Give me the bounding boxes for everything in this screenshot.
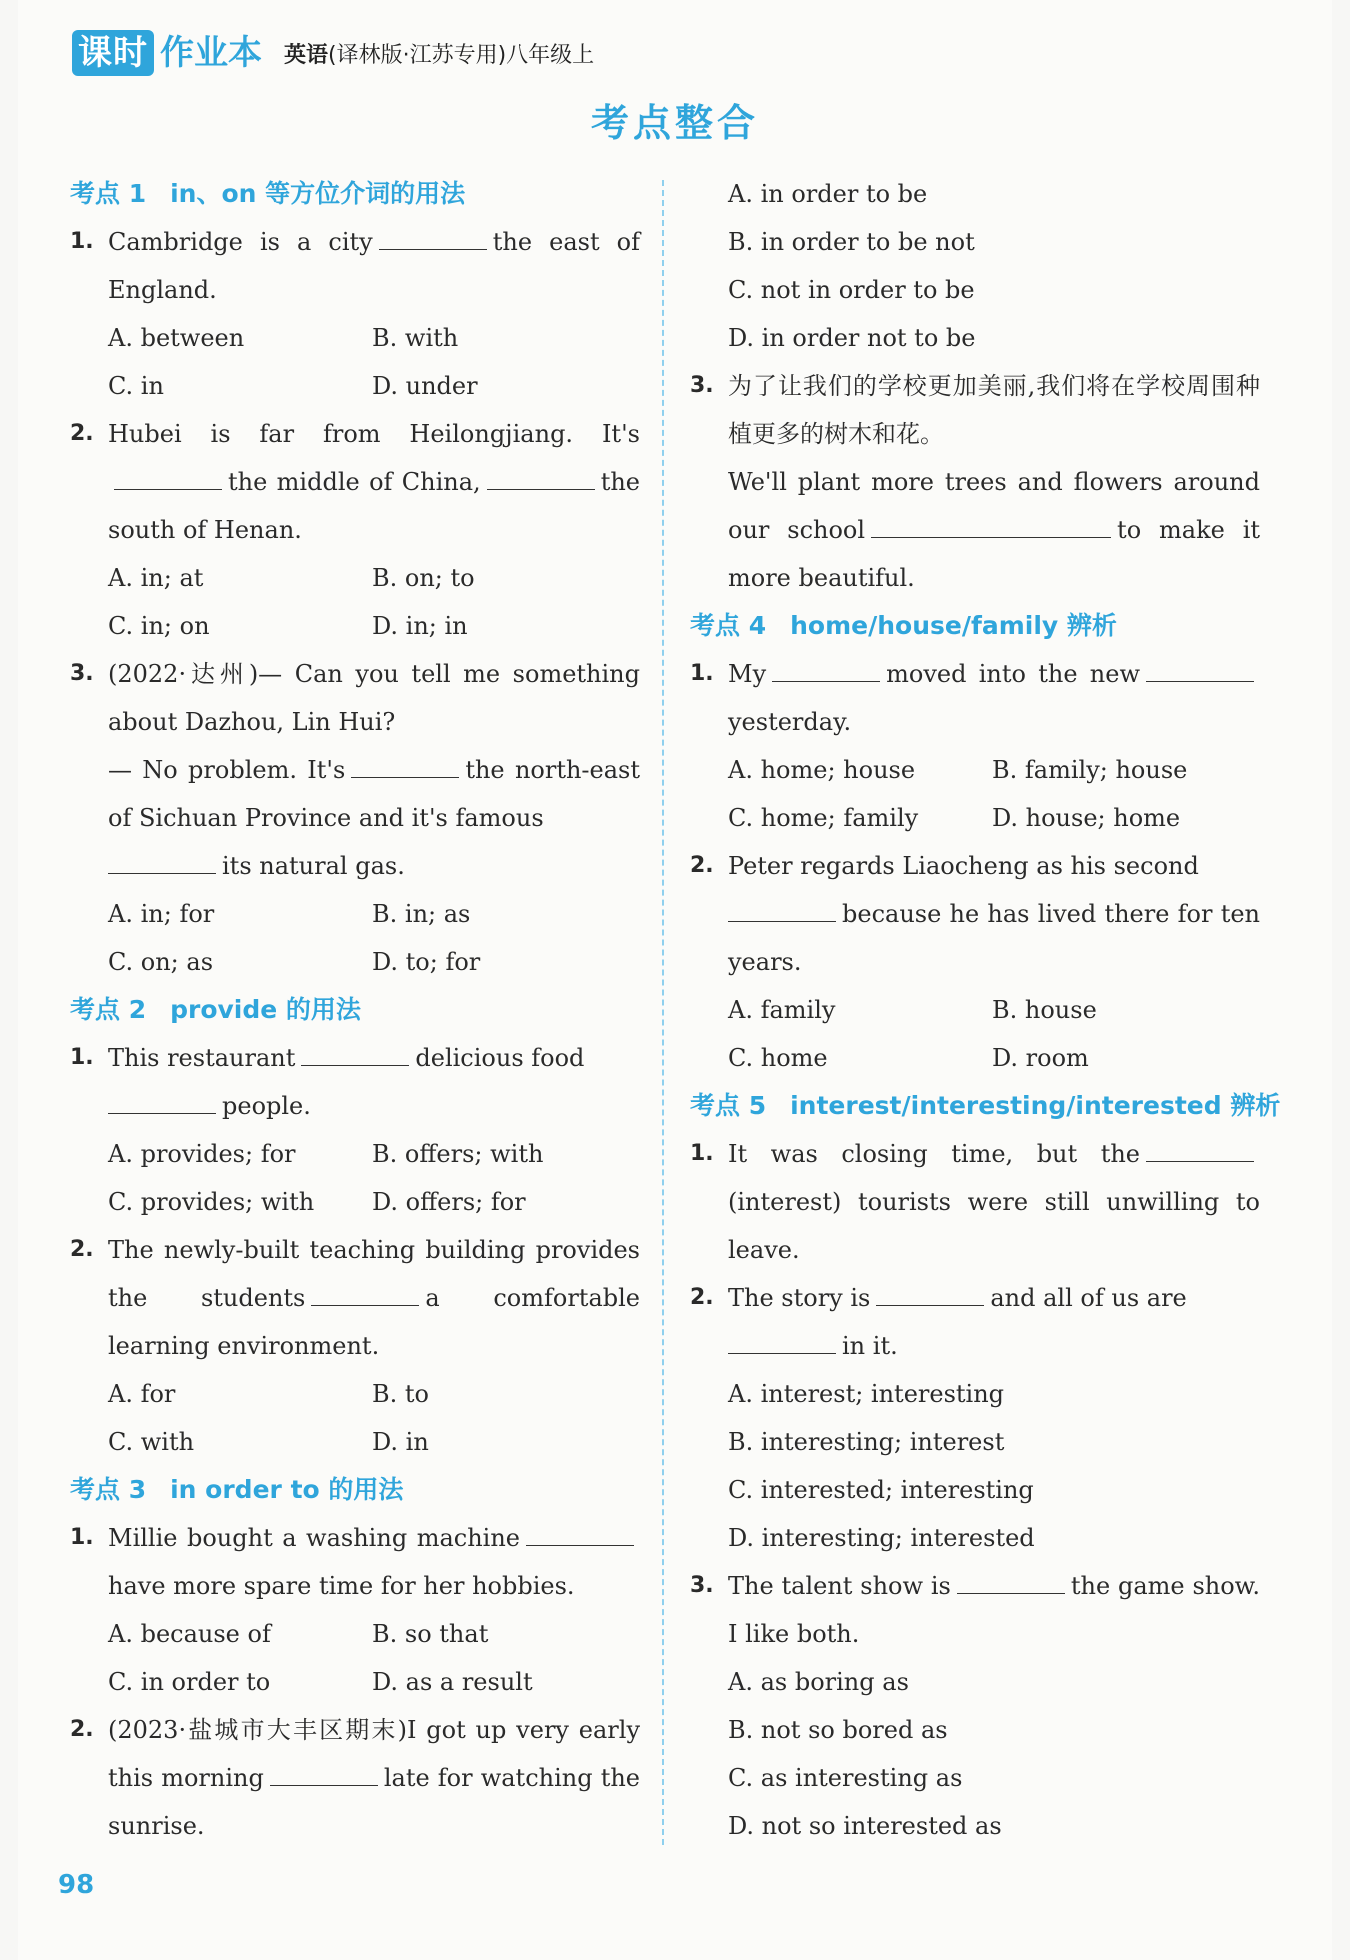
- section-label: 考点 3: [70, 1475, 147, 1504]
- option-d[interactable]: D. room: [992, 1044, 1089, 1072]
- question-part: The newly-built teaching building provides the students: [108, 1236, 640, 1312]
- question-part: — No problem. It's: [108, 756, 346, 784]
- option-b[interactable]: B. to: [372, 1380, 429, 1408]
- section-title: [70, 986, 640, 1034]
- answer-blank[interactable]: [772, 661, 880, 682]
- question: [690, 1562, 1260, 1658]
- question: [70, 1034, 640, 1130]
- option-d[interactable]: D. interesting; interested: [728, 1524, 1035, 1552]
- question-number: 3.: [690, 1573, 714, 1598]
- answer-blank[interactable]: [871, 517, 1111, 538]
- page-number: 98: [58, 1870, 95, 1900]
- section-title: [690, 602, 1260, 650]
- subject-edition: (译林版·江苏专用)八年级上: [328, 42, 595, 68]
- options: [70, 890, 640, 986]
- answer-blank[interactable]: [487, 469, 595, 490]
- option-a[interactable]: A. in; at: [108, 564, 204, 592]
- question-part: the east of England.: [108, 228, 640, 304]
- section-title: [70, 1466, 640, 1514]
- option-d[interactable]: D. as a result: [372, 1668, 533, 1696]
- question-part: in it.: [842, 1332, 898, 1360]
- answer-blank[interactable]: [728, 901, 836, 922]
- option-c[interactable]: C. in order to: [108, 1668, 271, 1696]
- options: [690, 1370, 1260, 1562]
- question-number: 3.: [690, 373, 714, 398]
- column-divider: [662, 180, 664, 1845]
- question-number: 3.: [70, 661, 94, 686]
- options: [70, 314, 640, 410]
- logo: [72, 30, 262, 76]
- section-label: 考点 5: [690, 1091, 767, 1120]
- answer-blank[interactable]: [301, 1045, 409, 1066]
- option-c[interactable]: C. on; as: [108, 948, 214, 976]
- section-heading: in order to 的用法: [170, 1475, 404, 1504]
- question: [70, 410, 640, 554]
- option-b[interactable]: B. not so bored as: [728, 1716, 948, 1744]
- section-heading: in、on 等方位介词的用法: [170, 179, 466, 208]
- option-c[interactable]: C. home: [728, 1044, 828, 1072]
- question-part: The talent show is: [728, 1572, 951, 1600]
- question-text: [108, 1034, 640, 1130]
- question-part: Peter regards Liaocheng as his second: [728, 852, 1199, 880]
- question-part: We'll plant more trees and flowers around our school: [728, 468, 1260, 544]
- option-c[interactable]: C. in; on: [108, 612, 210, 640]
- option-d[interactable]: D. offers; for: [372, 1188, 526, 1216]
- option-c[interactable]: C. with: [108, 1428, 195, 1456]
- question-text: [108, 218, 640, 314]
- question: [690, 362, 1260, 602]
- answer-blank[interactable]: [351, 757, 459, 778]
- question-part: moved into the new: [886, 660, 1140, 688]
- question-part: the game show. I like both.: [728, 1572, 1261, 1648]
- option-b[interactable]: B. with: [372, 324, 459, 352]
- option-b[interactable]: B. house: [992, 996, 1097, 1024]
- question: [690, 1274, 1260, 1370]
- options: [70, 1610, 640, 1706]
- options: [690, 170, 1260, 362]
- option-a[interactable]: A. interest; interesting: [728, 1380, 1005, 1408]
- options: [70, 1130, 640, 1226]
- question-part: the north-east of Sichuan Province and it's famous: [108, 756, 640, 832]
- question-text: [728, 1274, 1260, 1370]
- option-c[interactable]: C. provides; with: [108, 1188, 315, 1216]
- question-text: [108, 1226, 640, 1370]
- option-b[interactable]: B. on; to: [372, 564, 475, 592]
- answer-blank[interactable]: [108, 853, 216, 874]
- option-d[interactable]: D. not so interested as: [728, 1812, 1002, 1840]
- question-number: 2.: [70, 421, 94, 446]
- question: [70, 218, 640, 314]
- question-part: Hubei is far from Heilongjiang. It's: [108, 420, 640, 448]
- question-part: Cambridge is a city: [108, 228, 373, 256]
- option-b[interactable]: B. in; as: [372, 900, 471, 928]
- option-a[interactable]: A. for: [108, 1380, 176, 1408]
- answer-blank[interactable]: [957, 1573, 1065, 1594]
- page-title: 考点整合: [590, 101, 759, 145]
- answer-blank[interactable]: [728, 1333, 836, 1354]
- question-part: yesterday.: [728, 708, 852, 736]
- option-c[interactable]: C. interested; interesting: [728, 1476, 1034, 1504]
- question-part: My: [728, 660, 767, 688]
- answer-blank[interactable]: [379, 229, 487, 250]
- question-text: [728, 362, 1260, 602]
- answer-blank[interactable]: [1146, 1141, 1254, 1162]
- option-a[interactable]: A. in; for: [108, 900, 215, 928]
- question-part: (2022·达州)— Can you tell me something about Dazhou, Lin Hui?: [108, 660, 640, 736]
- option-a[interactable]: A. in order to be: [728, 180, 928, 208]
- option-d[interactable]: D. in; in: [372, 612, 468, 640]
- question-part: 为了让我们的学校更加美丽,我们将在学校周围种植更多的树木和花。: [728, 372, 1260, 448]
- question-part: its natural gas.: [222, 852, 405, 880]
- question-number: 1.: [690, 661, 714, 686]
- section-title: [690, 1082, 1281, 1130]
- question-part: It was closing time, but the: [728, 1140, 1140, 1168]
- question-part: to make it more beautiful.: [728, 516, 1261, 592]
- question-part: delicious food: [415, 1044, 585, 1072]
- option-d[interactable]: D. in order not to be: [728, 324, 976, 352]
- answer-blank[interactable]: [270, 1765, 378, 1786]
- answer-blank[interactable]: [876, 1285, 984, 1306]
- option-b[interactable]: B. in order to be not: [728, 228, 975, 256]
- question-number: 1.: [70, 229, 94, 254]
- option-d[interactable]: D. in: [372, 1428, 429, 1456]
- logo-text: 作业本: [160, 33, 262, 73]
- question-number: 1.: [690, 1141, 714, 1166]
- subject-name: 英语: [284, 42, 329, 68]
- option-b[interactable]: B. offers; with: [372, 1140, 544, 1168]
- answer-blank[interactable]: [1146, 661, 1254, 682]
- question-text: [728, 1130, 1260, 1274]
- question: [70, 650, 640, 890]
- question-part: have more spare time for her hobbies.: [108, 1572, 575, 1600]
- question-part: (interest) tourists were still unwilling to leave.: [728, 1188, 1260, 1264]
- question-number: 1.: [70, 1045, 94, 1070]
- option-c[interactable]: C. in: [108, 372, 164, 400]
- option-b[interactable]: B. interesting; interest: [728, 1428, 1005, 1456]
- option-c[interactable]: C. not in order to be: [728, 276, 975, 304]
- question-number: 2.: [690, 853, 714, 878]
- section-label: 考点 4: [690, 611, 767, 640]
- section-label: 考点 1: [70, 179, 147, 208]
- question: [70, 1514, 640, 1610]
- option-d[interactable]: D. house; home: [992, 804, 1181, 832]
- option-a[interactable]: A. as boring as: [728, 1668, 909, 1696]
- option-a[interactable]: A. home; house: [728, 756, 916, 784]
- subject-line: [284, 38, 594, 69]
- options: [690, 986, 1260, 1082]
- question-number: 2.: [70, 1237, 94, 1262]
- question-text: [108, 1514, 640, 1610]
- section-label: 考点 2: [70, 995, 147, 1024]
- question-part: (2023·盐城市大丰区期末)I got up very early this morning: [108, 1716, 640, 1792]
- question-part: the south of Henan.: [108, 468, 640, 544]
- option-a[interactable]: A. family: [728, 996, 836, 1024]
- header: [72, 28, 594, 78]
- question-part: a comfortable learning environment.: [108, 1284, 640, 1360]
- answer-blank[interactable]: [108, 1093, 216, 1114]
- question-part: late for watching the sunrise.: [108, 1764, 641, 1840]
- option-b[interactable]: B. family; house: [992, 756, 1188, 784]
- question-part: Millie bought a washing machine: [108, 1524, 520, 1552]
- question-text: [108, 1706, 640, 1850]
- section-heading: provide 的用法: [170, 995, 361, 1024]
- question: [70, 1226, 640, 1370]
- question: [690, 842, 1260, 986]
- option-d[interactable]: D. to; for: [372, 948, 481, 976]
- option-a[interactable]: A. provides; for: [108, 1140, 296, 1168]
- option-a[interactable]: A. between: [108, 324, 245, 352]
- question-text: [728, 650, 1260, 746]
- section-heading: home/house/family 辨析: [790, 611, 1117, 640]
- question-text: [108, 410, 640, 554]
- answer-blank[interactable]: [526, 1525, 634, 1546]
- option-a[interactable]: A. because of: [108, 1620, 271, 1648]
- question: [690, 650, 1260, 746]
- question-number: 2.: [70, 1717, 94, 1742]
- question-text: [108, 650, 640, 890]
- question: [690, 1130, 1260, 1274]
- right-column: [690, 170, 1281, 1850]
- question-part: the middle of China,: [228, 468, 481, 496]
- option-d[interactable]: D. under: [372, 372, 478, 400]
- option-c[interactable]: C. as interesting as: [728, 1764, 963, 1792]
- question-number: 2.: [690, 1285, 714, 1310]
- answer-blank[interactable]: [114, 469, 222, 490]
- section-heading: interest/interesting/interested 辨析: [790, 1091, 1281, 1120]
- options: [690, 746, 1260, 842]
- question-part: The story is: [728, 1284, 871, 1312]
- logo-box: 课时: [72, 30, 154, 76]
- question-part: because he has lived there for ten years.: [728, 900, 1260, 976]
- options: [70, 1370, 640, 1466]
- answer-blank[interactable]: [311, 1285, 419, 1306]
- section-title: [70, 170, 640, 218]
- question-part: and all of us are: [990, 1284, 1187, 1312]
- options: [70, 554, 640, 650]
- question-part: This restaurant: [108, 1044, 296, 1072]
- option-c[interactable]: C. home; family: [728, 804, 919, 832]
- question-number: 1.: [70, 1525, 94, 1550]
- question-part: people.: [222, 1092, 311, 1120]
- left-column: [70, 170, 640, 1850]
- question: [70, 1706, 640, 1850]
- option-b[interactable]: B. so that: [372, 1620, 489, 1648]
- question-text: [728, 1562, 1260, 1658]
- question-text: [728, 842, 1260, 986]
- options: [690, 1658, 1260, 1850]
